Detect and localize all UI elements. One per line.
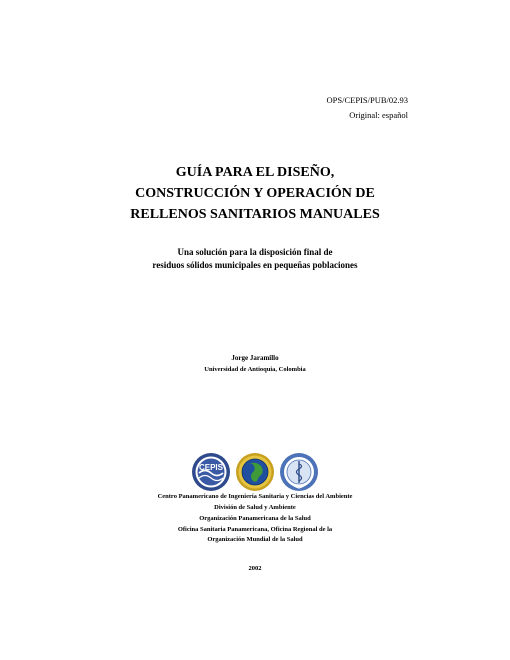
logo-row <box>0 452 510 492</box>
subtitle-line-2: residuos sólidos municipales en pequeñas poblaciones <box>152 260 358 270</box>
publisher-line-1: Centro Panamericano de Ingeniería Sanitaria y Ciencias del Ambiente <box>157 493 353 500</box>
publisher-line-3: Organización Panamericana de la Salud <box>199 515 311 522</box>
title-line-2: CONSTRUCCIÓN Y OPERACIÓN DE <box>135 186 375 201</box>
cepis-logo-icon <box>191 452 231 492</box>
original-language: Original: español <box>349 110 408 120</box>
publisher-line-4: Oficina Sanitaria Panamericana, Oficina Regional de la <box>177 526 333 533</box>
publication-year: 2002 <box>248 565 262 572</box>
paho-globe-logo-icon <box>235 452 275 492</box>
publisher-line-2: División de Salud y Ambiente <box>214 504 296 511</box>
subtitle-line-1: Una solución para la disposición final de <box>177 247 333 257</box>
who-emblem-logo-icon <box>279 452 319 492</box>
cepis-logo-text: CEPIS <box>198 463 224 472</box>
title-line-3: RELLENOS SANITARIOS MANUALES <box>130 207 380 222</box>
publisher-line-5: Organización Mundial de la Salud <box>207 536 303 543</box>
author-name: Jorge Jaramillo <box>231 354 279 362</box>
document-code: OPS/CEPIS/PUB/02.93 <box>326 95 408 105</box>
title-line-1: GUÍA PARA EL DISEÑO, <box>175 165 335 180</box>
author-affiliation: Universidad de Antioquia, Colombia <box>204 366 306 373</box>
